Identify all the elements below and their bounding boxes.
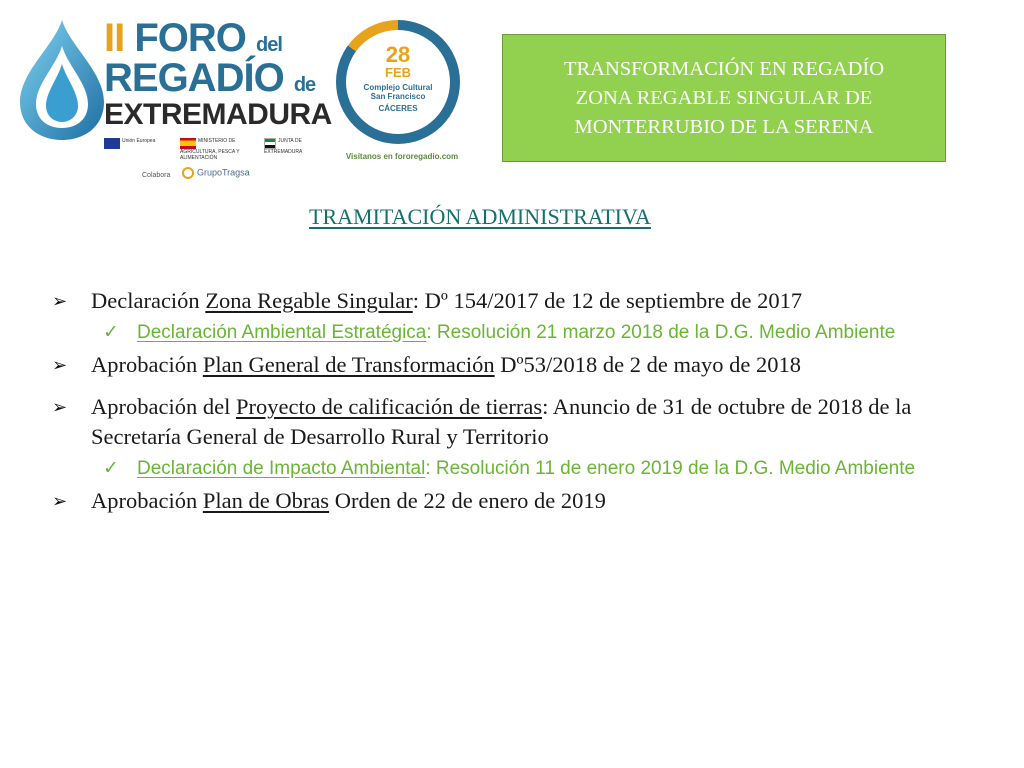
- arrow-bullet-icon: ➢: [52, 291, 68, 311]
- water-drop-icon: [14, 16, 110, 144]
- sponsor-logos: [104, 138, 314, 160]
- list-item: [52, 392, 982, 452]
- date-badge: [336, 20, 460, 144]
- tramitacion-list: [52, 286, 982, 516]
- sponsor-eu: [104, 138, 174, 158]
- item-prefix: Aprobación: [91, 352, 203, 377]
- header-title: [514, 55, 934, 142]
- sponsor-ministry: [180, 138, 258, 161]
- eu-flag-icon: [104, 138, 120, 149]
- tragsa-label: GrupoTragsa: [197, 167, 250, 178]
- header-line3: MONTERRUBIO DE LA SERENA: [574, 115, 874, 138]
- badge-venue-line2: San Francisco: [370, 92, 426, 101]
- list-item: [52, 486, 982, 516]
- section-title: TRAMITACIÓN ADMINISTRATIVA: [309, 204, 651, 229]
- checkmark-icon: ✓: [103, 458, 119, 479]
- sub-item-suffix: : Resolución 11 de enero 2019 de la D.G. Medio Ambiente: [425, 458, 916, 479]
- item-underlined-term: Proyecto de calificación de tierras: [235, 394, 543, 419]
- sub-item-underlined-term: Declaración de Impacto Ambiental: [137, 458, 426, 479]
- header-title-box: [502, 34, 946, 162]
- item-underlined-term: Plan de Obras: [202, 488, 330, 513]
- tragsa-icon: [182, 167, 194, 179]
- logo-title: [104, 16, 332, 131]
- visit-website-text: Visítanos en fororegadio.com: [345, 152, 459, 161]
- sub-list-item: [52, 319, 982, 346]
- badge-venue-line1: Complejo Cultural: [363, 83, 433, 92]
- foro-logo: [12, 14, 332, 189]
- sponsor-eu-label: Unión Europea: [122, 138, 156, 144]
- spain-flag-icon: [180, 138, 196, 149]
- logo-de: de: [293, 74, 316, 96]
- sponsor-junta-label: JUNTA DE EXTREMADURA: [264, 138, 303, 155]
- sponsor-junta: [264, 138, 314, 158]
- badge-day: 28: [385, 42, 411, 67]
- item-prefix: Declaración: [91, 288, 206, 313]
- item-prefix: Aprobación del: [91, 394, 236, 419]
- colabora-label: Colabora: [142, 172, 171, 179]
- logo-foro: FORO: [134, 16, 246, 60]
- item-suffix: : Dº 154/2017 de 12 de septiembre de 2017: [412, 288, 803, 313]
- list-item: [52, 350, 982, 380]
- tragsa-logo: [182, 167, 250, 179]
- logo-roman: II: [104, 16, 125, 60]
- sub-list-item: [52, 455, 982, 482]
- logo-regadio: REGADÍO: [104, 56, 284, 100]
- item-suffix: Dº53/2018 de 2 de mayo de 2018: [494, 352, 801, 377]
- extremadura-flag-icon: [264, 138, 276, 149]
- arrow-bullet-icon: ➢: [52, 397, 68, 417]
- list-item: [52, 286, 982, 316]
- badge-city: CÁCERES: [378, 104, 418, 113]
- header-line1: TRANSFORMACIÓN EN REGADÍO: [563, 57, 885, 80]
- header-line2: ZONA REGABLE SINGULAR DE: [575, 86, 873, 109]
- logo-del: del: [256, 34, 282, 56]
- item-suffix: Orden de 22 de enero de 2019: [329, 488, 606, 513]
- sub-item-underlined-term: Declaración Ambiental Estratégica: [137, 322, 427, 343]
- sponsor-ministry-label: MINISTERIO DE AGRICULTURA, PESCA Y ALIMENTACIÓN: [180, 138, 240, 161]
- badge-month: FEB: [385, 65, 411, 80]
- item-underlined-term: Plan General de Transformación: [202, 352, 495, 377]
- badge-inner: [346, 30, 450, 134]
- checkmark-icon: ✓: [103, 322, 119, 343]
- logo-extremadura: EXTREMADURA: [104, 98, 332, 131]
- item-suffix: : Anuncio de 31 de octubre de 2018 de la Secretaría General de Desarrollo Rural y Territorio: [91, 394, 912, 449]
- arrow-bullet-icon: ➢: [52, 491, 68, 511]
- sub-item-suffix: : Resolución 21 marzo 2018 de la D.G. Medio Ambiente: [426, 322, 896, 343]
- arrow-bullet-icon: ➢: [52, 355, 68, 375]
- item-underlined-term: Zona Regable Singular: [205, 288, 413, 313]
- item-prefix: Aprobación: [91, 488, 203, 513]
